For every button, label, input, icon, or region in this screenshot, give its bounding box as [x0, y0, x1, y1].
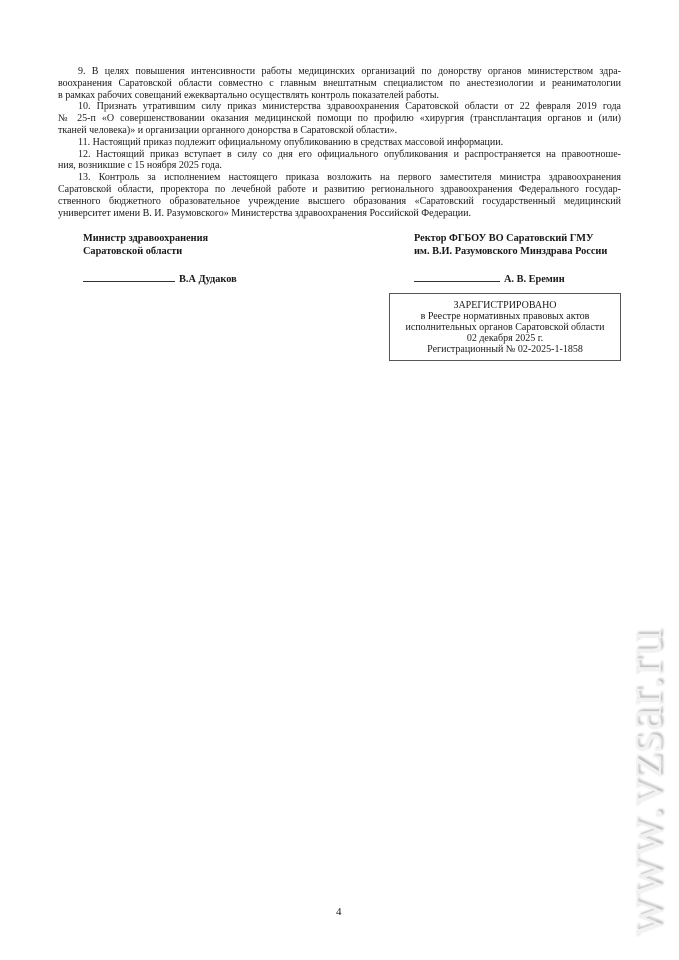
watermark: www.vzsar.ru: [613, 628, 673, 938]
signature-line: [414, 272, 500, 282]
document-body: [58, 66, 621, 219]
stamp-heading: ЗАРЕГИСТРИРОВАНО: [453, 300, 557, 311]
text-line: ния, возникшие с 15 ноября 2025 года.: [58, 160, 222, 172]
paragraph-12: [58, 149, 621, 173]
text-line: 9. В целях повышения интенсивности работы медицинских организаций по донорству органов министерством здра-: [78, 66, 621, 77]
signatory-name: А. В. Еремин: [504, 274, 565, 285]
signature-line: [83, 272, 175, 282]
text-line: воохранения Саратовской области совместно с главным внештатным специалистом по анестезиологии и реаниматологии: [58, 77, 621, 89]
text-line: № 25-п «О совершенствовании оказания медицинской помощи по профилю «хирургия (трансплантация органов и (или): [58, 113, 621, 125]
text-line: в рамках рабочих совещаний ежеквартально осуществлять контроль показателей работы.: [58, 89, 440, 101]
stamp-text: в Реестре нормативных правовых актов: [420, 311, 590, 322]
stamp-registration-number: Регистрационный № 02-2025-1-1858: [427, 344, 583, 355]
stamp-text: исполнительных органов Саратовской области: [405, 322, 605, 333]
registration-stamp: [389, 293, 621, 361]
paragraph-9: [58, 66, 621, 101]
signatory-name: В.А Дудаков: [179, 274, 237, 285]
signature-block-rector: [414, 232, 607, 286]
signatory-title: Саратовской области: [83, 246, 183, 257]
paragraph-11: [58, 137, 621, 149]
text-line: ственного бюджетного образовательное учреждение высшего образования «Саратовский государственный медицинский: [58, 195, 621, 207]
signatory-title: им. В.И. Разумовского Минздрава России: [414, 246, 608, 257]
text-line: университет имени В. И. Разумовского» Министерства здравоохранения Российской Федерации.: [58, 207, 471, 219]
paragraph-10: [58, 101, 621, 136]
signature-block-minister: [83, 232, 237, 286]
text-line: тканей человека)» и организации органного донорства в Саратовской области».: [58, 124, 398, 136]
text-line: 12. Настоящий приказ вступает в силу со дня его официального опубликования и распространяется на правоотноше-: [78, 148, 621, 160]
paragraph-13: [58, 172, 621, 219]
text-line: 10. Признать утратившим силу приказ министерства здравоохранения Саратовской области от 22 февраля 2019 года: [78, 101, 621, 113]
text-line: 13. Контроль за исполнением настоящего приказа возложить на первого заместителя министра здравоохранения: [78, 172, 621, 184]
page-number: 4: [336, 906, 342, 918]
stamp-date: 02 декабря 2025 г.: [466, 333, 544, 344]
signatory-title: Министр здравоохранения: [83, 233, 209, 244]
text-line: 11. Настоящий приказ подлежит официальному опубликованию в средствах массовой информации.: [78, 136, 504, 148]
text-line: Саратовской области, проректора по лечебной работе и развитию регионального здравоохранения Федерального государ-: [58, 183, 621, 195]
signatory-title: Ректор ФГБОУ ВО Саратовский ГМУ: [414, 233, 594, 244]
